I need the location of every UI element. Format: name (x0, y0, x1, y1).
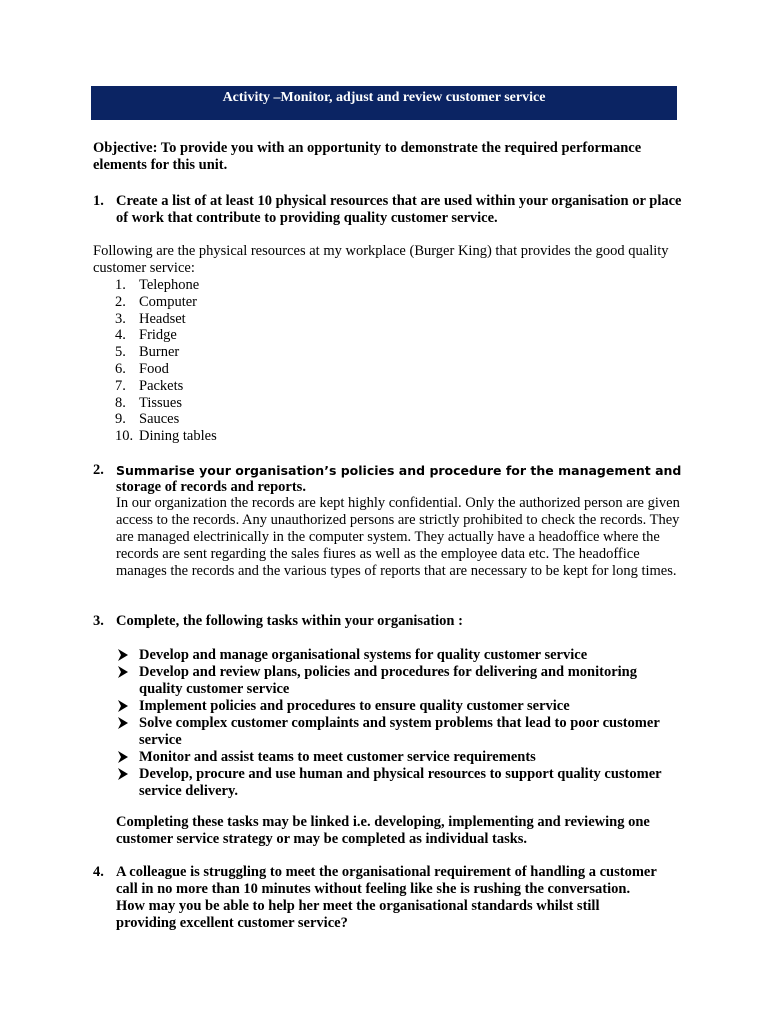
tasks-list (116, 647, 676, 800)
list-item: 9. Sauces (115, 411, 180, 428)
list-item: Implement policies and procedures to ensure quality customer service (116, 698, 676, 715)
question-number: 4. (93, 864, 104, 880)
question-3 (93, 613, 683, 630)
arrow-bullet-icon (116, 767, 130, 781)
list-item: 4. Fridge (115, 327, 177, 344)
list-item: Develop and review plans, policies and procedures for delivering and monitoring quality customer service (116, 664, 676, 698)
question-text-line-2: storage of records and reports. (116, 479, 306, 495)
list-item: Develop, procure and use human and physical resources to support quality customer service delivery. (116, 766, 676, 800)
q3-note: Completing these tasks may be linked i.e. developing, implementing and reviewing one customer service strategy or may be completed as individual tasks. (116, 814, 650, 847)
arrow-bullet-icon (116, 648, 130, 662)
list-item: Develop and manage organisational systems for quality customer service (116, 647, 676, 664)
arrow-bullet-icon (116, 750, 130, 764)
q2-answer: In our organization the records are kept highly confidential. Only the authorized person are given access to the records. Any unauthorized persons are strictly prohibited to check the records. They are managed electrinically in the computer system. They actually have a headoffice where the records are sent regarding the sales fiures as well as the employee data etc. The headoffice manages the records and the various types of reports that are necessary to be kept for long times. (116, 495, 680, 579)
list-item: 10. Dining tables (115, 428, 217, 445)
question-text: Create a list of at least 10 physical resources that are used within your organisation or place of work that contribute to providing quality customer service. (116, 193, 682, 226)
objective-text: Objective: To provide you with an opportunity to demonstrate the required performance elements for this unit. (93, 140, 642, 173)
list-item: 5. Burner (115, 344, 180, 361)
resources-list (115, 277, 217, 445)
list-item: Solve complex customer complaints and system problems that lead to poor customer service (116, 715, 676, 749)
question-number: 2. (93, 462, 104, 478)
list-item: 3. Headset (115, 310, 186, 327)
list-item: Monitor and assist teams to meet customer service requirements (116, 749, 676, 766)
list-item: 2. Computer (115, 293, 197, 310)
question-number: 1. (93, 193, 104, 209)
arrow-bullet-icon (116, 699, 130, 713)
page-title: Activity –Monitor, adjust and review customer service (222, 90, 546, 105)
question-2 (93, 462, 683, 496)
list-item: 6. Food (115, 360, 169, 377)
question-text-line-1: Summarise your organisation’s policies and procedure for the management and (116, 463, 682, 478)
question-number: 3. (93, 613, 104, 629)
arrow-bullet-icon (116, 665, 130, 679)
q1-answer-intro: Following are the physical resources at my workplace (Burger King) that provides the good quality customer service: (93, 243, 669, 276)
question-1 (93, 193, 683, 227)
question-4 (93, 864, 683, 932)
title-banner (91, 86, 677, 120)
arrow-bullet-icon (116, 716, 130, 730)
list-item: 8. Tissues (115, 394, 182, 411)
list-item: 7. Packets (115, 377, 184, 394)
list-item: 1. Telephone (115, 277, 200, 293)
question-text: Complete, the following tasks within your organisation : (116, 613, 463, 629)
question-text: A colleague is struggling to meet the organisational requirement of handling a customer call in no more than 10 minutes without feeling like she is rushing the conversation. How may you be able to help her meet the organisational standards whilst still providing excellent customer service? (116, 864, 657, 931)
